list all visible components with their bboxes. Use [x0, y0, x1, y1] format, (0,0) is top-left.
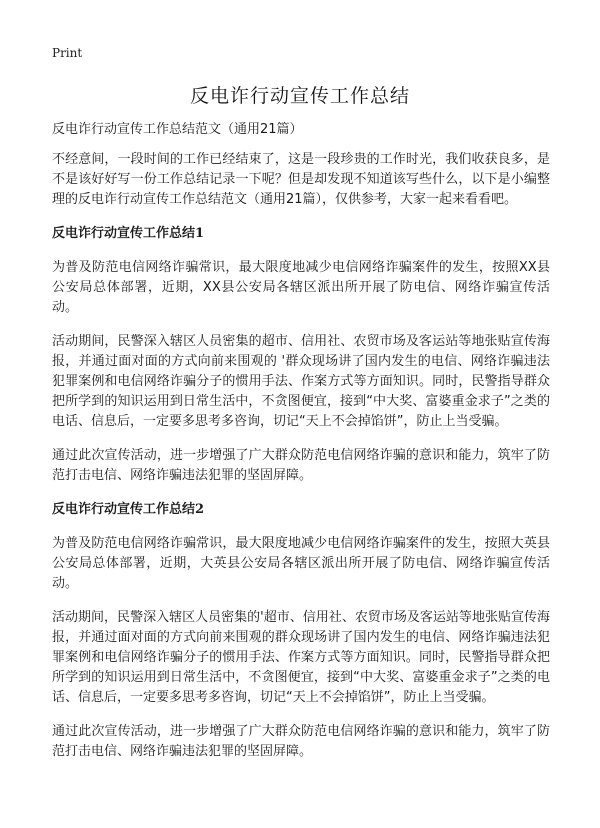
section-paragraph: 通过此次宣传活动，进一步增强了广大群众防范电信网络诈骗的意识和能力，筑牢了防范打击电信、网络诈骗违法犯罪的坚固屏障。	[52, 448, 550, 483]
section-paragraph: 活动期间，民警深入辖区人员密集的超市、信用社、农贸市场及客运站等地张贴宣传海报，并通过面对面的方式向前来围观的 '群众现场讲了国内发生的电信、网络诈骗违法犯罪案例和电信网络诈骗分子的惯用手法、作案方式等方面知识。同时，民警指导群众把所学到的知识运用到日常生活中，不贪图便宜，接到“中大奖、富婆重金求子”之类的电话、信息后，一定要多思考多咨询，切记“天上不会掉馅饼”，防止上当受骗。	[52, 334, 550, 429]
section-1	[52, 224, 550, 486]
document-subtitle: 反电诈行动宣传工作总结范文（通用21篇）	[52, 122, 303, 137]
intro-paragraph: 不经意间，一段时间的工作已经结束了，这是一段珍贵的工作时光，我们收获良多，是不是该好好写一份工作总结记录一下呢？但是却发现不知道该写些什么，以下是小编整理的反电诈行动宣传工作总结范文（通用21篇），仅供参考，大家一起来看看吧。	[52, 152, 550, 207]
section-paragraph: 通过此次宣传活动，进一步增强了广大群众防范电信网络诈骗的意识和能力，筑牢了防范打击电信、网络诈骗违法犯罪的坚固屏障。	[52, 724, 550, 759]
section-paragraph: 为普及防范电信网络诈骗常识，最大限度地减少电信网络诈骗案件的发生，按照XX县公安局总体部署，近期，XX县公安局各辖区派出所开展了防电信、网络诈骗宣传活动。	[52, 260, 550, 315]
section-heading: 反电诈行动宣传工作总结2	[52, 502, 205, 517]
document-body	[52, 120, 550, 776]
print-label: Print	[52, 46, 83, 60]
page-title: 反电诈行动宣传工作总结	[189, 85, 410, 107]
section-heading: 反电诈行动宣传工作总结1	[52, 226, 205, 241]
section-paragraph: 为普及防范电信网络诈骗常识，最大限度地减少电信网络诈骗案件的发生，按照大英县公安局总体部署，近期，大英县公安局各辖区派出所开展了防电信、网络诈骗宣传活动。	[52, 536, 550, 591]
section-paragraph: 活动期间，民警深入辖区人员密集的'超市、信用社、农贸市场及客运站等地张贴宣传海报，并通过面对面的方式向前来围观的群众现场讲了国内发生的电信、网络诈骗违法犯罪案例和电信网络诈骗分子的惯用手法、作案方式等方面知识。同时，民警指导群众把所学到的知识运用到日常生活中，不贪图便宜，接到“中大奖、富婆重金求子”之类的电话、信息后，一定要多思考多咨询，切记“天上不会掉馅饼”，防止上当受骗。	[52, 610, 550, 705]
section-2	[52, 500, 550, 762]
